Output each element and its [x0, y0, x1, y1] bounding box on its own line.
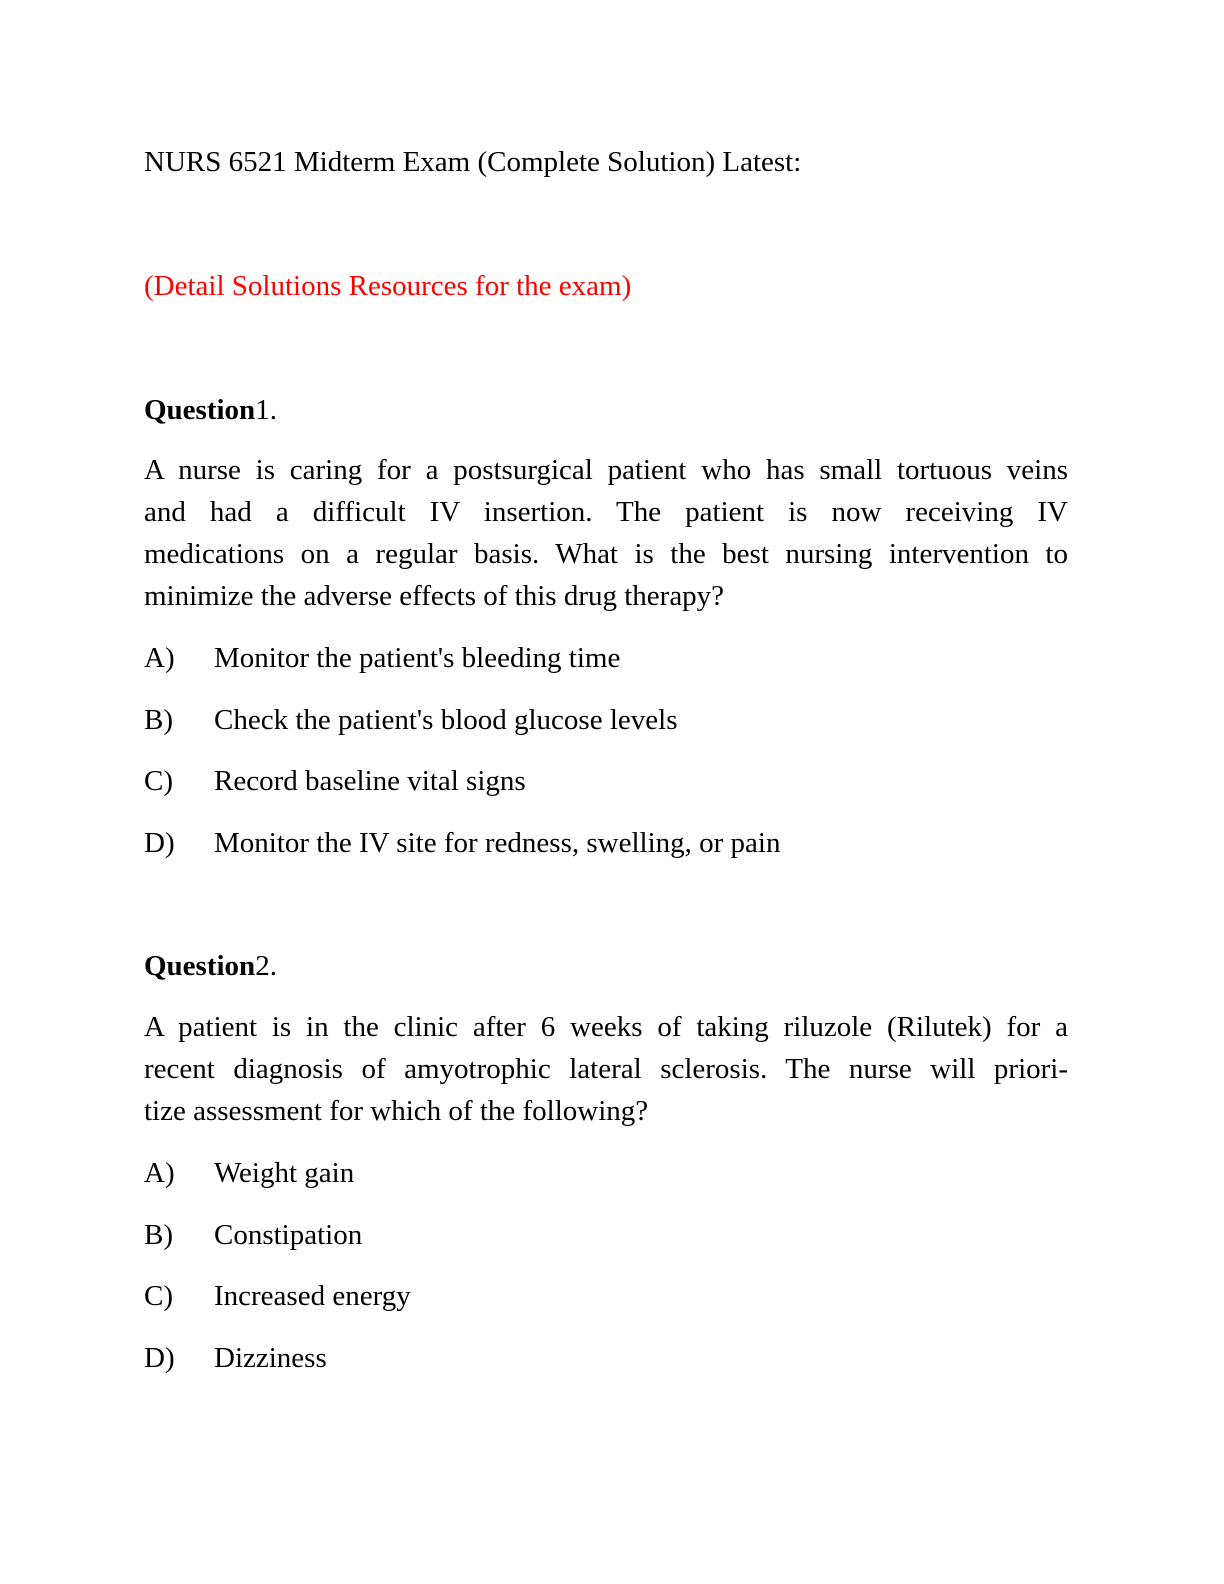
option-text: Dizziness — [214, 1342, 327, 1375]
answer-option — [144, 1338, 1068, 1400]
question-label: Question — [144, 394, 256, 426]
question-stem — [144, 1006, 1068, 1132]
option-letter: A) — [144, 642, 175, 674]
option-letter: D) — [144, 1342, 175, 1375]
option-letter: A) — [144, 1157, 175, 1189]
answer-options — [144, 638, 1068, 885]
option-text: Record baseline vital signs — [214, 765, 526, 798]
option-text: Check the patient's blood glucose levels — [214, 703, 678, 736]
answer-option — [144, 1215, 1068, 1277]
option-letter: C) — [144, 1280, 173, 1313]
question-stem-line: A nurse is caring for a postsurgical patient who has small tortuous veins — [144, 454, 1068, 486]
option-text: Weight gain — [214, 1157, 355, 1189]
option-text: Increased energy — [214, 1280, 411, 1313]
question-stem-line: recent diagnosis of amyotrophic lateral sclerosis. The nurse will priori- — [144, 1053, 1068, 1085]
question-stem — [144, 449, 1068, 617]
option-letter: D) — [144, 827, 175, 860]
answer-option — [144, 638, 1068, 700]
question-number: 1. — [255, 394, 277, 426]
option-text: Constipation — [214, 1218, 363, 1251]
question-stem-line: and had a difficult IV insertion. The patient is now receiving IV — [144, 496, 1068, 528]
answer-option — [144, 1276, 1068, 1338]
question-stem-line: A patient is in the clinic after 6 weeks of taking riluzole (Rilutek) for a — [144, 1011, 1068, 1043]
answer-option — [144, 700, 1068, 762]
option-letter: C) — [144, 765, 173, 798]
question-heading — [144, 946, 277, 986]
document-subtitle: (Detail Solutions Resources for the exam) — [144, 270, 632, 302]
answer-option — [144, 1153, 1068, 1215]
answer-option — [144, 761, 1068, 823]
question-heading — [144, 390, 277, 430]
question-stem-line: minimize the adverse effects of this drug therapy? — [144, 580, 725, 612]
option-letter: B) — [144, 703, 173, 736]
document-title: NURS 6521 Midterm Exam (Complete Solution) Latest: — [144, 146, 802, 178]
question-stem-line: medications on a regular basis. What is the best nursing intervention to — [144, 538, 1068, 570]
option-letter: B) — [144, 1218, 173, 1251]
option-text: Monitor the patient's bleeding time — [214, 642, 621, 674]
answer-option — [144, 823, 1068, 885]
question-stem-line: tize assessment for which of the following? — [144, 1095, 649, 1127]
option-text: Monitor the IV site for redness, swelling, or pain — [214, 827, 781, 860]
answer-options — [144, 1153, 1068, 1400]
question-number: 2. — [255, 950, 277, 982]
question-label: Question — [144, 950, 256, 982]
